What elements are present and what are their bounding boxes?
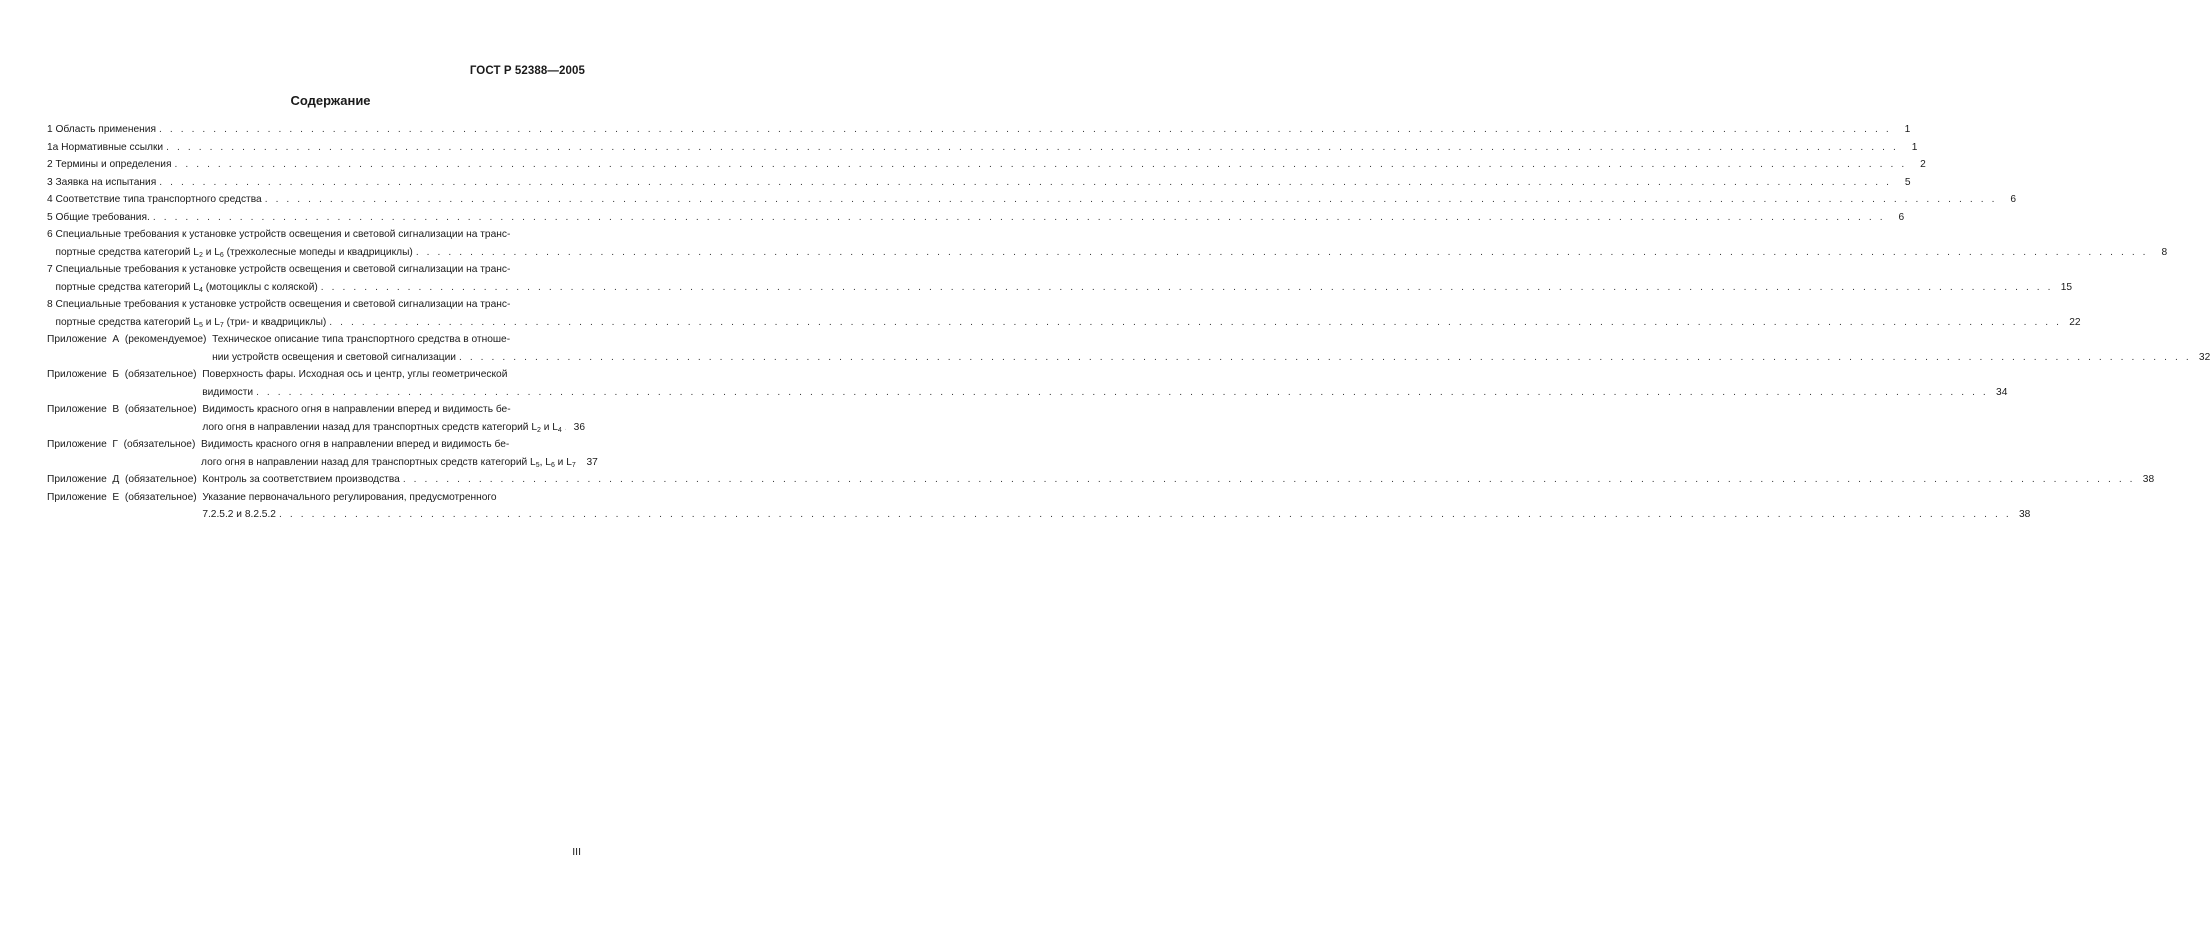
category-subscript: 4 [557, 426, 562, 434]
toc-entry-line [212, 331, 585, 349]
toc-entry-line [202, 384, 2008, 402]
toc-entry-body [55, 226, 2168, 261]
toc-entry-text [202, 419, 562, 437]
toc-text-part: , L [539, 456, 551, 468]
dot-leader: . . . . . . . . . . . . . . . . . . . . . . . . . . . . . . . . . . . . . . . . . . . . . . . . . . . . . . . . . . . . . . . . . . . . . . . . . . . . . . . . . . . . . . . . . . . . . . . . . . . . . . . . . . . . . . . . . . . . . . . . . . . . . . . . . . . . . . . . . . . . . . . . . . . . . . . . . . . . . . . . [458, 351, 2192, 363]
toc-entry[interactable] [47, 191, 2017, 209]
category-subscript: 5 [535, 461, 540, 469]
toc-entry-line [55, 314, 2081, 332]
toc-page-number: 38 [2142, 474, 2155, 485]
toc-entry-line [202, 419, 585, 437]
toc-entry-number: 1а [47, 141, 62, 153]
toc-appendix[interactable] [47, 331, 2210, 366]
toc-entry-number: 2 [47, 159, 56, 170]
appendix-label: Приложение Е (обязательное) [47, 491, 203, 503]
toc-entry-text: Контроль за соответствием производства [202, 474, 400, 485]
dot-leader: . . . . . . . . . . . . . . . . . . . . . . . . . . . . . . . . . . . . . . . . . . . . . . . . . . . . . . . . . . . . . . . . . . . . . . . . . . . . . . . . . . . . . . . . . . . . . . . . . . . . . . . . . . . . . . . . . . . . . . . . . . . . . . . . . . . . . . . . . . . . . . . . . . . . . . . . . . . . . . . . [158, 124, 1892, 135]
toc-entry-line [55, 156, 1926, 174]
toc-page-number: 22 [2069, 316, 2081, 328]
toc-entry-body [55, 209, 1905, 227]
toc-entry-text: Специальные требования к установке устройств освещения и световой сигнализации на транс- [55, 229, 511, 240]
toc-entry[interactable] [47, 156, 1926, 174]
toc-entry-number: 8 [47, 299, 56, 310]
toc-entry-number: 1 [47, 124, 56, 135]
toc-page-number: 32 [2198, 351, 2210, 363]
dot-leader: . . . . . . . . . . . . . . . . . . . . . . . . . . . . . . . . . . . . . . . . . . . . . . . . . . . . . . . . . . . . . . . . . . . . . . . . . . . . . . . . . . . . . . . . . . . . . . . . . . . . . . . . . . . . . . . . . . . . . . . . . . . . . . . . . . . . . . . . . . . . . . . . . . . . . . . . . . . . . . . . [278, 509, 2012, 520]
toc-page-number: 1 [1904, 124, 1911, 135]
toc-entry-line [55, 244, 2168, 262]
toc-appendix[interactable] [47, 436, 598, 471]
toc-entry-text: Область применения [55, 124, 156, 135]
toc-page-number: 6 [2010, 194, 2017, 205]
category-subscript: 6 [550, 461, 555, 469]
toc-entry-body [55, 174, 1911, 192]
toc-page-number: 5 [1904, 176, 1911, 188]
toc-entry[interactable] [47, 261, 2073, 296]
dot-leader: . . . . . . . . . . . . . . . . . . . . . . . . . . . . . . . . . . . . . . . . . . . . . . . . . . . . . . . . . . . . . . . . . . . . . . . . . . . . . . . . . . . . . . . . . . . . . . . . . . . . . . . . . . . . . . . . . . . . . . . . . . . . . . . . . . . . . . . . . . . . . . . . . . . . . . . . . . . . . . . . [256, 386, 1989, 398]
toc-entry-text: Видимость красного огня в направлении вперед и видимость бе- [202, 404, 511, 415]
appendix-label: Приложение В (обязательное) [47, 404, 203, 415]
toc-entry-line [202, 506, 2031, 524]
toc-entry-text [56, 244, 413, 262]
toc-entry-text: Видимость красного огня в направлении вперед и видимость бе- [201, 439, 510, 450]
dot-leader: . . . . . . . . . . . . . . . . . . . . . . . . . . . . . . . . . . . . . . . . . . . . . . . . . . . . . . . . . . . . . . . . . . . . . . . . . . . . . . . . . . . . . . . . . . . . . . . . . . . . . . . . . . . . . . . . . . . . . . . . . . . . . . . . . . . . . . . . . . . . . . . . . . . . . . . . . . . . . . . . [320, 281, 2054, 293]
toc-page-number: 34 [1996, 386, 2008, 398]
toc-entry-body [55, 121, 1911, 139]
toc-text-part: портные средства категорий L [55, 281, 199, 293]
dot-leader: . . . . . . . . . . . . . . . . . . . . . . . . . . . . . . . . . . . . . . . . . . . . . . . . . . . . . . . . . . . . . . . . . . . . . . . . . . . . . . . . . . . . . . . . . . . . . . . . . . . . . . . . . . . . . . . . . . . . . . . . . . . . . . . . . . . . . . . . . . . . . . . . . . . . . . . . . . . . . . . . [159, 176, 1892, 188]
category-subscript: 2 [198, 251, 203, 259]
toc-entry-text: Указание первоначального регулирования, предусмотренного [202, 491, 497, 503]
toc-entry-text: Заявка на испытания [55, 176, 157, 188]
dot-leader: . . . . . . . . . . . . . . . . . . . . . . . . . . . . . . . . . . . . . . . . . . . . . . . . . . . . . . . . . . . . . . . . . . . . . . . . . . . . . . . . . . . . . . . . . . . . . . . . . . . . . . . . . . . . . . . . . . . . . . . . . . . . . . . . . . . . . . . . . . . . . . . . . . . . . . . . . . . . . . . . [415, 246, 2149, 258]
toc-entry[interactable] [47, 209, 1905, 227]
category-subscript: 4 [198, 286, 203, 294]
toc-entry-line [55, 121, 1911, 139]
appendix-label: Приложение Д (обязательное) [47, 474, 203, 485]
appendix-label: Приложение А (рекомендуемое) [47, 334, 213, 345]
toc-appendix[interactable] [47, 489, 2031, 524]
toc-entry-number: 7 [47, 264, 56, 275]
toc-entry-text: Общие требования. [55, 211, 150, 223]
category-subscript: 2 [536, 426, 541, 434]
dot-leader: . . . . . . . . . . . . . . . . . . . . . . . . . . . . . . . . . . . . . . . . . . . . . . . . . . . . . . . . . . . . . . . . . . . . . . . . . . . . . . . . . . . . . . . . . . . . . . . . . . . . . . . . . . . . . . . . . . . . . . . . . . . . . . . . . . . . . . . . . . . . . . . . . . . . . . . . . . . . . . . . [264, 194, 1998, 205]
toc-entry-body [202, 401, 585, 436]
toc-entry-number: 3 [47, 176, 56, 188]
toc-page-number: 37 [586, 456, 598, 468]
toc-text-part: и L [202, 246, 220, 258]
toc-entry-line [61, 139, 1918, 157]
appendix-label: Приложение Г (обязательное) [47, 439, 202, 450]
appendix-label: Приложение Б (обязательное) [47, 369, 203, 380]
toc-entry[interactable] [47, 139, 1918, 157]
toc-entry-line [55, 191, 2017, 209]
toc-entry-line [55, 279, 2073, 297]
toc-page-number: 6 [1898, 211, 1905, 223]
toc-appendix[interactable] [47, 401, 585, 436]
toc-entry-text: Специальные требования к установке устройств освещения и световой сигнализации на транс- [55, 264, 511, 275]
page-number: III [572, 846, 581, 858]
toc-entry-line [56, 226, 586, 244]
toc-page-number: 2 [1920, 159, 1926, 170]
toc-text-part: и L [202, 316, 220, 328]
toc-page-number: 36 [573, 421, 585, 433]
toc-entry-text: Специальные требования к установке устройств освещения и световой сигнализации на транс- [55, 299, 511, 310]
toc-text-part: портные средства категорий L [55, 246, 199, 258]
toc-entry-line [56, 261, 586, 279]
toc-entry-line [202, 401, 585, 419]
toc-entry[interactable] [47, 226, 2168, 261]
toc-text-part: (три- и квадрициклы) [223, 316, 327, 328]
toc-text-part: лого огня в направлении назад для транспортных средств категорий L [201, 456, 536, 468]
toc-entry-line [212, 349, 2210, 367]
toc-entry-body [55, 261, 2073, 296]
toc-entry[interactable] [47, 174, 1911, 192]
toc-text-part: и L [554, 456, 572, 468]
toc-entry-text: Поверхность фары. Исходная ось и центр, углы геометрической [202, 369, 508, 380]
toc-page-number: 8 [2161, 246, 2168, 258]
toc-text-part: портные средства категорий L [55, 316, 199, 328]
toc-text-part: лого огня в направлении назад для транспортных средств категорий L [202, 421, 537, 433]
dot-leader: . . . . . . . . . . . . . . . . . . . . . . . . . . . . . . . . . . . . . . . . . . . . . . . . . . . . . . . . . . . . . . . . . . . . . . . . . . . . . . . . . . . . . . . . . . . . . . . . . . . . . . . . . . . . . . . . . . . . . . . . . . . . . . . . . . . . . . . . . . . . . . . . . . . . . . . . . . . . . . . . [166, 141, 1899, 153]
toc-text-part: (мотоциклы с коляской) [202, 281, 318, 293]
toc-entry-text: видимости [202, 386, 254, 398]
toc-entry-line [202, 489, 585, 507]
toc-entry-text: Термины и определения [55, 159, 172, 170]
toc-page-number: 38 [2018, 509, 2031, 520]
toc-entry-body [55, 156, 1926, 174]
toc-entry-body [55, 191, 2017, 209]
toc-entry-line [201, 454, 598, 472]
category-subscript: 7 [571, 461, 576, 469]
toc-entry-text: 7.2.5.2 и 8.2.5.2 [202, 509, 276, 520]
toc-text-part: (трехколесные мопеды и квадрициклы) [223, 246, 413, 258]
toc-entry-number: 6 [47, 229, 56, 240]
toc-entry-text [56, 279, 318, 297]
toc-entry[interactable] [47, 296, 2081, 331]
document-code: ГОСТ Р 52388—2005 [469, 65, 585, 77]
category-subscript: 6 [219, 251, 224, 259]
toc-text-part: и L [540, 421, 558, 433]
dot-leader: . . . . . . . . . . . . . . . . . . . . . . . . . . . . . . . . . . . . . . . . . . . . . . . . . . . . . . . . . . . . . . . . . . . . . . . . . . . . . . . . . . . . . . . . . . . . . . . . . . . . . . . . . . . . . . . . . . . . . . . . . . . . . . . . . . . . . . . . . . . . . . . . . . . . . . . . . . . . . . . . [329, 316, 2062, 328]
dot-leader [565, 419, 566, 437]
toc-title: Содержание [290, 93, 371, 108]
toc-entry-body [212, 331, 2210, 366]
toc-page-number: 1 [1911, 141, 1918, 153]
toc-entry-text: Нормативные ссылки [61, 141, 164, 153]
toc-entry-number: 5 [47, 211, 56, 223]
toc-entry-text: Техническое описание типа транспортного средства в отноше- [212, 334, 511, 345]
toc-entry-text [201, 454, 576, 472]
toc-entry-body [61, 139, 1918, 157]
toc-entry-body [55, 296, 2081, 331]
toc-page-number: 15 [2060, 281, 2073, 293]
toc-entry-line [55, 174, 1911, 192]
dot-leader: . . . . . . . . . . . . . . . . . . . . . . . . . . . . . . . . . . . . . . . . . . . . . . . . . . . . . . . . . . . . . . . . . . . . . . . . . . . . . . . . . . . . . . . . . . . . . . . . . . . . . . . . . . . . . . . . . . . . . . . . . . . . . . . . . . . . . . . . . . . . . . . . . . . . . . . . . . . . . . . . [402, 474, 2136, 485]
toc-entry-line [56, 296, 586, 314]
toc-appendix[interactable] [47, 471, 2155, 489]
toc-entry-number: 4 [47, 194, 56, 205]
toc-entry-line [201, 436, 585, 454]
category-subscript: 7 [219, 321, 224, 329]
toc-entry-body [202, 471, 2155, 489]
toc-entry-text: Соответствие типа транспортного средства [55, 194, 262, 205]
toc-entry-line [55, 209, 1905, 227]
toc-entry-text: нии устройств освещения и световой сигнализации [212, 351, 456, 363]
toc-appendix[interactable] [47, 366, 2008, 401]
toc-entry-body [202, 366, 2008, 401]
toc-entry-line [202, 366, 585, 384]
table-of-contents [47, 121, 2210, 524]
toc-entry-body [202, 489, 2031, 524]
dot-leader: . . . . . . . . . . . . . . . . . . . . . . . . . . . . . . . . . . . . . . . . . . . . . . . . . . . . . . . . . . . . . . . . . . . . . . . . . . . . . . . . . . . . . . . . . . . . . . . . . . . . . . . . . . . . . . . . . . . . . . . . . . . . . . . . . . . . . . . . . . . . . . . . . . . . . . . . . . . . . . . . [174, 159, 1907, 170]
toc-entry-text [56, 314, 327, 332]
toc-entry[interactable] [47, 121, 1911, 139]
dot-leader: . . . . . . . . . . . . . . . . . . . . . . . . . . . . . . . . . . . . . . . . . . . . . . . . . . . . . . . . . . . . . . . . . . . . . . . . . . . . . . . . . . . . . . . . . . . . . . . . . . . . . . . . . . . . . . . . . . . . . . . . . . . . . . . . . . . . . . . . . . . . . . . . . . . . . . . . . . . . . . . . [152, 211, 1886, 223]
toc-entry-line [202, 471, 2155, 489]
toc-entry-body [201, 436, 598, 471]
category-subscript: 5 [198, 321, 203, 329]
